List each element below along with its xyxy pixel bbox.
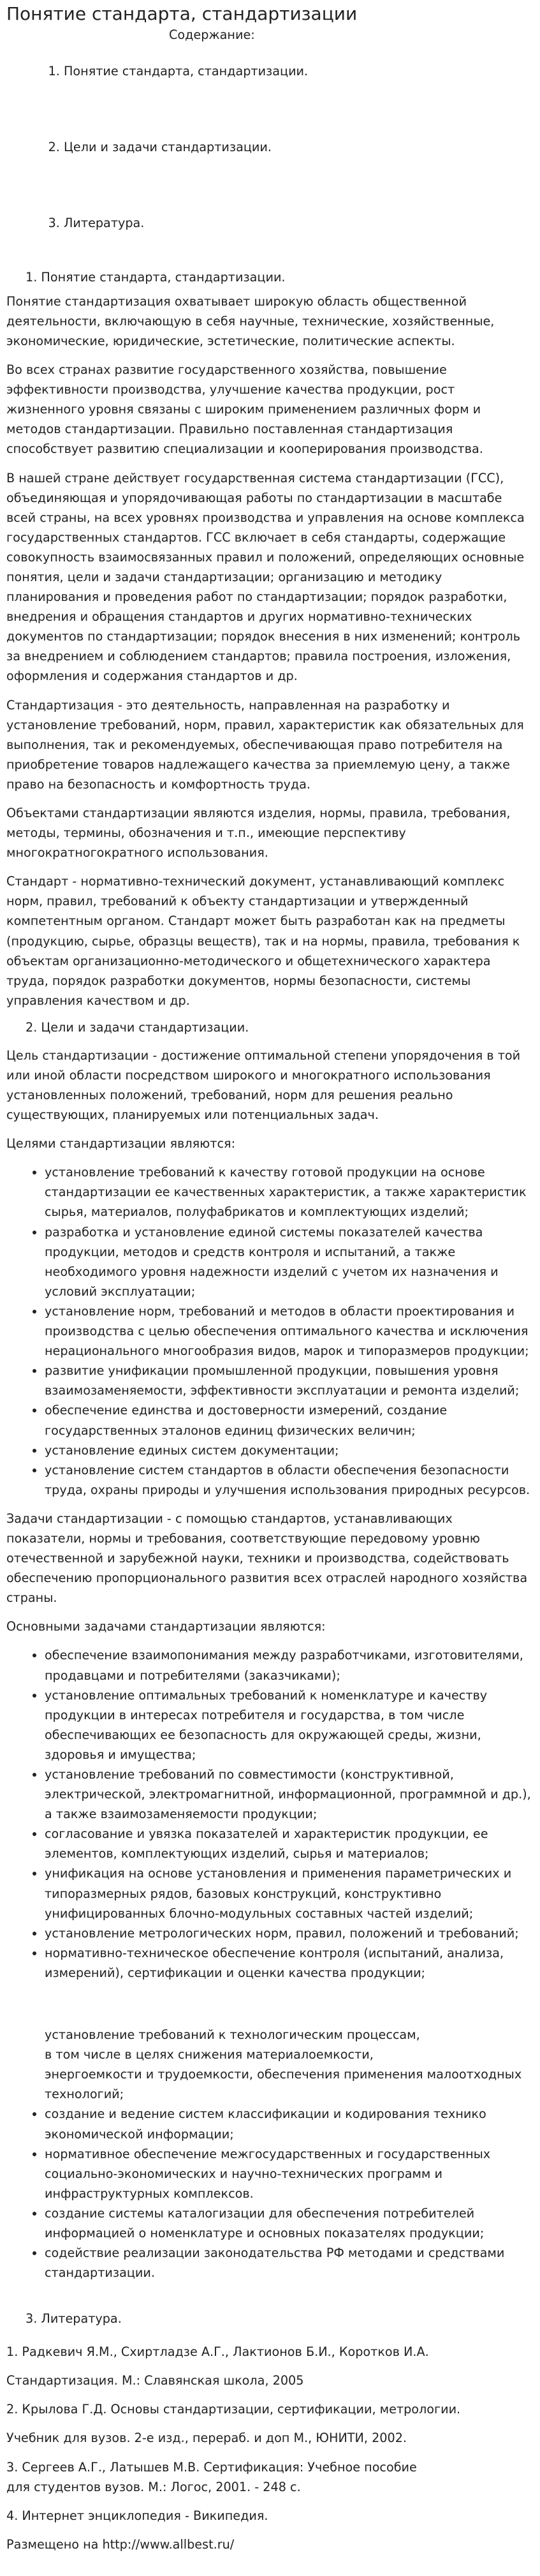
section-1-paragraph: Во всех странах развитие государственного хозяйства, повышение эффективности производства, улучшение качества продукции, рост жизненного уровня связаны с широким применением различных форм и методов стандартизации. Правильно поставленная стандартизация способствует развитию специализации и кооперирования производства. (6, 362, 483, 457)
list-item: • обеспечение взаимопонимания между разработчиками, изготовителями, продавцами и потребителями (заказчиками); (45, 1645, 534, 1685)
reference-line: Стандартизация. М.: Славянская школа, 2005 (6, 2373, 304, 2388)
reference-line: 2. Крылова Г.Д. Основы стандартизации, сертификации, метрологии. (6, 2402, 461, 2417)
list-item: • создание и ведение систем классификации и кодирования технико экономической информации; (45, 2104, 534, 2143)
list-item: • создание системы каталогизации для обеспечения потребителей информацией о номенклатуре и основных показателях продукции; (45, 2203, 534, 2243)
tasks-heading: Основными задачами стандартизации являются: (6, 1619, 326, 1634)
list-item: • нормативно-техническое обеспечение контроля (испытаний, анализа, измерений), сертификации и оценки качества продукции; (45, 1943, 534, 1983)
page-title: Понятие стандарта, стандартизации (6, 3, 358, 24)
list-item: • установление единых систем документации; (45, 1440, 534, 1460)
reference-line: 1. Радкевич Я.М., Схиртладзе А.Г., Лактионов Б.И., Коротков И.А. (6, 2344, 429, 2360)
section-2-intro: Цель стандартизации - достижение оптимальной степени упорядочения в той или иной области посредством широкого и многократного использования установленных положений, требований, норм для решения реально существующих, планируемых или потенциальных задач. (6, 1047, 521, 1123)
toc-item-3: 3. Литература. (64, 215, 534, 232)
section-1-paragraph: Объектами стандартизации являются изделия, нормы, правила, требования, методы, термины, обозначения и т.п., имеющие перспективу многократногократного использования. (6, 806, 511, 861)
list-item: • установление требований по совместимости (конструктивной, электрической, электромагнитной, информационной, программной и др.), а также взаимозаменяемости продукции; (45, 1765, 534, 1824)
toc-item-2: 2. Цели и задачи стандартизации. (64, 139, 534, 156)
table-of-contents (6, 63, 534, 232)
list-item: • унификация на основе установления и применения параметрических и типоразмерных рядов, базовых конструкций, конструктивно унифицированных блочно-модульных составных частей изделий; (45, 1863, 534, 1923)
list-item: • установление требований к качеству готовой продукции на основе стандартизации ее качественных характеристик, а также характеристик сырья, материалов, полуфабрикатов и комплектующих изделий; (45, 1162, 534, 1222)
blank-gap (6, 1983, 534, 2025)
list-item: • установление систем стандартов в области обеспечения безопасности труда, охраны природы и улучшения использования природных ресурсов. (45, 1460, 534, 1500)
section-1-paragraph: Стандартизация - это деятельность, направленная на разработку и установление требований, норм, правил, характеристик как обязательных для выполнения, так и рекомендуемых, обеспечивающая право потребителя на приобретение товаров надлежащего качества за приемлемую цену, а также право на безопасность и комфортность труда. (6, 697, 524, 792)
tasks-intro: Задачи стандартизации - с помощью стандартов, устанавливающих показатели, нормы и требования, соответствующие передовому уровню отечественной и зарубежной науки, техники и производства, содействовать обеспечению пропорционального развития всех отраслей народного хозяйства страны. (6, 1511, 528, 1606)
section-1-paragraph: В нашей стране действует государственная система стандартизации (ГСС), объединяющая и упорядочивающая работы по стандартизации в масштабе всей страны, на всех уровнях производства и управления на основе комплекса государственных стандартов. ГСС включает в себя стандарты, содержащие совокупность взаимосвязанных правил и положений, определяющих основные понятия, цели и задачи стандартизации; организацию и методику планирования и проведения работ по стандартизации; порядок разработки, внедрения и обращения стандартов и других нормативно-технических документов по стандартизации; порядок внесения в них изменений; контроль за внедрением и соблюдением стандартов; правила построения, изложения, оформления и содержания стандартов и др. (6, 470, 525, 684)
list-item: • развитие унификации промышленной продукции, повышения уровня взаимозаменяемости, эффективности эксплуатации и ремонта изделий; (45, 1361, 534, 1400)
reference-line: 4. Интернет энциклопедия - Википедия. (6, 2508, 268, 2523)
goals-list (6, 1162, 534, 1500)
list-item: • нормативное обеспечение межгосударственных и государственных социально-экономических и научно-технических программ и инфраструктурных комплексов. (45, 2144, 534, 2203)
list-item: • установление норм, требований и методов в области проектирования и производства с целью обеспечения оптимального качества и исключения нерационального многообразия видов, марок и типоразмеров продукции; (45, 1301, 534, 1361)
list-item: • обеспечение единства и достоверности измерений, создание государственных эталонов единиц физических величин; (45, 1400, 534, 1440)
list-item: • согласование и увязка показателей и характеристик продукции, ее элементов, комплектующих изделий, сырья и материалов; (45, 1824, 534, 1863)
reference-line: 3. Сергеев А.Г., Латышев М.В. Сертификация: Учебное пособие для студентов вузов. М.: Логос, 2001. - 248 с. (6, 2459, 417, 2494)
reference-line: Учебник для вузов. 2-е изд., перераб. и доп М., ЮНИТИ, 2002. (6, 2431, 407, 2446)
section-1-paragraph: Понятие стандартизация охватывает широкую область общественной деятельности, включающую в себя научные, технические, хозяйственные, экономические, юридические, эстетические, политические аспекты. (6, 293, 495, 348)
toc-item-1: 1. Понятие стандарта, стандартизации. (64, 63, 534, 80)
section-1-heading: 1. Понятие стандарта, стандартизации. (26, 269, 286, 285)
section-1-paragraph: Стандарт - нормативно-технический документ, устанавливающий комплекс норм, правил, требований к объекту стандартизации и утвержденный компетентным органом. Стандарт может быть разработан как на предметы (продукцию, сырье, образцы веществ), так и на нормы, правила, требования к объектам организационно-методического и общетехнического характера труда, порядок разработки документов, нормы безопасности, системы управления качеством и др. (6, 874, 520, 1008)
list-item: • установление оптимальных требований к номенклатуре и качеству продукции в интересах потребителя и государства, в том числе обеспечивающих ее безопасность для окружающей среды, жизни, здоровья и имущества; (45, 1685, 534, 1765)
tasks-list-continued (6, 2025, 534, 2283)
goals-heading: Целями стандартизации являются: (6, 1136, 236, 1151)
list-item: установление требований к технологическим процессам, в том числе в целях снижения материалоемкости, энергоемкости и трудоемкости, обеспечения применения малоотходных технологий; (45, 2027, 522, 2102)
source-footer: Размещено на http://www.allbest.ru/ (6, 2536, 235, 2552)
list-item: • разработка и установление единой системы показателей качества продукции, методов и средств контроля и испытаний, а также необходимого уровня надежности изделий с учетом их назначения и условий эксплуатации; (45, 1222, 534, 1301)
section-2-heading: 2. Цели и задачи стандартизации. (26, 1019, 249, 1035)
section-3-heading: 3. Литература. (26, 2311, 122, 2327)
tasks-list (6, 1645, 534, 1983)
list-item: • содействие реализации законодательства РФ методами и средствами стандартизации. (45, 2243, 534, 2283)
list-item: • установление метрологических норм, правил, положений и требований; (45, 1923, 534, 1943)
toc-heading: Содержание: (169, 27, 255, 43)
